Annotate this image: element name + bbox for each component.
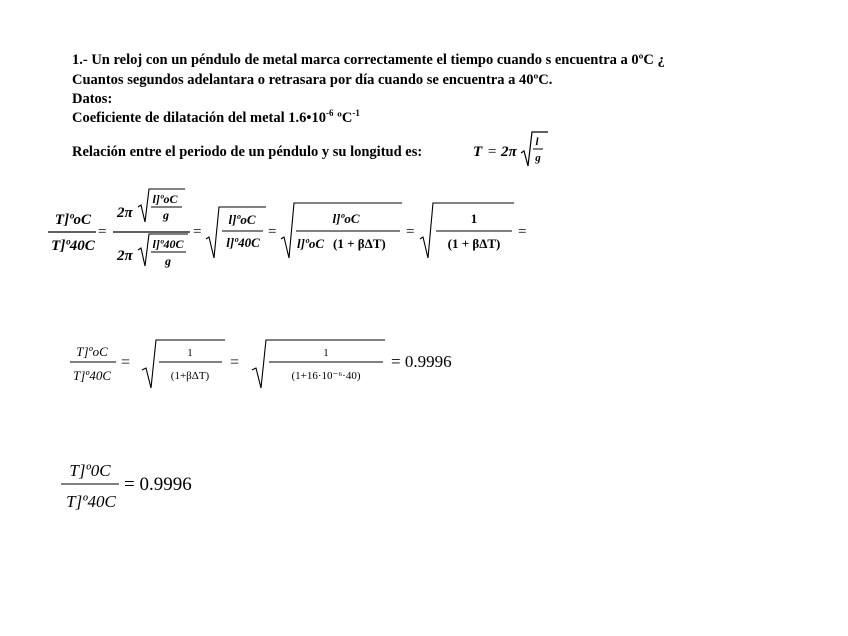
eq1-equals-4: = — [406, 224, 415, 240]
eq1-twopi-top: 2π — [117, 205, 133, 221]
problem-line-2: Cuantos segundos adelantara o retrasara por día cuando se encuentra a 40ºC. — [72, 72, 553, 88]
formula-T: T — [473, 144, 483, 160]
eq3-lhs-numerator: T]º0C — [69, 461, 111, 480]
eq1-lhs-denominator: T]º40C — [51, 238, 95, 254]
datos-label: Datos: — [72, 91, 113, 107]
coefficient-unit-exponent: -1 — [352, 108, 360, 118]
coefficient-unit: ºC — [333, 110, 353, 126]
period-formula — [470, 128, 560, 170]
eq1-sqrt1-den: l]º40C — [226, 235, 260, 250]
formula-den: g — [535, 152, 541, 164]
eq1-sqrt1-num: l]ºoC — [228, 212, 256, 227]
equation-3 — [55, 452, 225, 522]
eq3-lhs-denominator: T]º40C — [66, 492, 116, 511]
eq2-sqrt2-den: (1+16·10⁻⁶·40) — [291, 370, 361, 382]
eq1-lhs-numerator: T]ºoC — [54, 212, 92, 228]
eq2-lhs-denominator: T]º40C — [73, 368, 111, 383]
eq1-g-top: g — [163, 208, 169, 222]
coefficient-line — [72, 109, 360, 127]
eq1-sqrt2-den-paren: (1 + βΔT) — [333, 236, 386, 251]
eq1-equals-2: = — [193, 224, 202, 240]
formula-2pi: 2π — [501, 144, 517, 160]
eq1-l0-top: l]ºoC — [152, 192, 178, 206]
eq2-sqrt1-num: 1 — [187, 347, 193, 359]
equation-1 — [40, 186, 560, 281]
eq2-equals-2: = — [230, 354, 240, 371]
equation-2 — [60, 330, 490, 395]
relation-text: Relación entre el periodo de un péndulo y su longitud es: — [72, 144, 423, 160]
eq1-g-bottom: g — [165, 254, 171, 268]
eq1-equals-1: = — [98, 224, 107, 240]
eq2-result: = 0.9996 — [391, 352, 452, 371]
eq1-sqrt2-num: l]ºoC — [332, 211, 360, 226]
eq1-twopi-bottom: 2π — [117, 248, 133, 264]
problem-line-1: 1.- Un reloj con un péndulo de metal marca correctamente el tiempo cuando s encuentra a 0ºC ¿ — [72, 52, 665, 68]
eq1-equals-3: = — [268, 224, 277, 240]
coefficient-exponent: -6 — [325, 108, 334, 118]
formula-num: l — [535, 136, 539, 148]
eq1-sqrt3-num: 1 — [470, 211, 478, 226]
eq2-sqrt1-den: (1+βΔT) — [170, 370, 210, 382]
eq1-equals-5: = — [518, 224, 527, 240]
eq2-sqrt2-num: 1 — [323, 347, 329, 359]
eq1-sqrt2-den-l0: l]ºoC — [297, 236, 325, 251]
formula-equals: = — [488, 144, 497, 160]
eq1-l40-bottom: l]º40C — [152, 237, 184, 251]
coefficient-text: Coeficiente de dilatación del metal 1.6•10 — [72, 110, 326, 126]
eq3-result: = 0.9996 — [124, 474, 192, 495]
eq2-lhs-numerator: T]ºoC — [76, 344, 108, 359]
eq2-equals-1: = — [121, 354, 131, 371]
eq1-sqrt3-den: (1 + βΔT) — [447, 236, 501, 251]
